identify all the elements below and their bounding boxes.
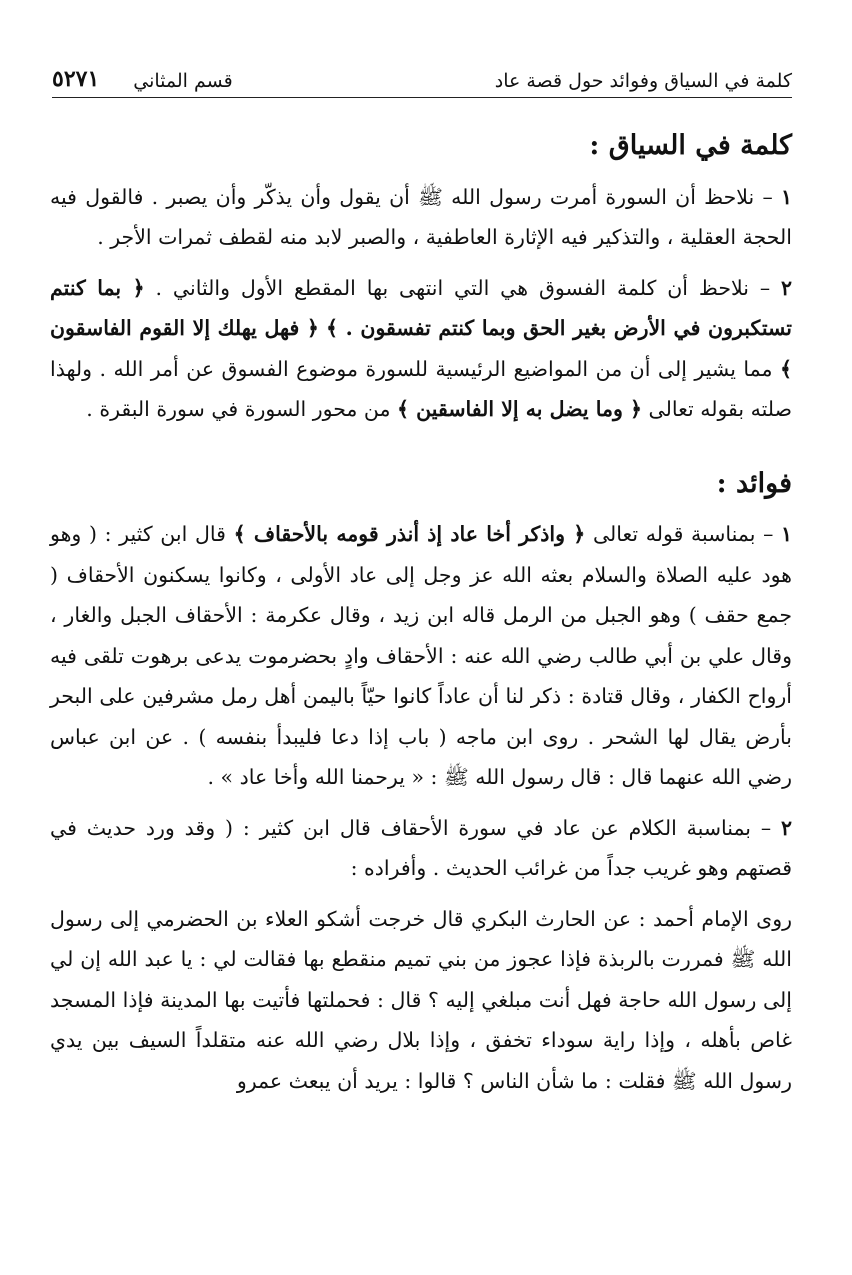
benefit-item-2	[50, 808, 792, 889]
section-name: قسم المثاني	[133, 70, 233, 92]
item-number: ١	[780, 184, 792, 209]
page-body	[50, 118, 792, 1111]
quran-quote: ﴿ وما يضل به إلا الفاسقين ﴾	[397, 397, 642, 421]
item-text: من محور السورة في سورة البقرة .	[86, 397, 398, 421]
page-number: ٥٢٧١	[52, 66, 100, 92]
quran-quote: ﴿ بما كنتم تستكبرون في الأرض بغير الحق وبما كنتم تفسقون . ﴾	[50, 275, 792, 340]
running-header	[52, 58, 792, 92]
section-title-context: كلمة في السياق :	[589, 130, 792, 161]
item-text: – نلاحظ أن كلمة الفسوق هي التي انتهى بها المقطع الأول والثاني .	[144, 275, 781, 300]
item-text: مما يشير إلى أن من المواضيع الرئيسية للسورة موضوع الفسوق عن أمر الله . ولهذا صلته بقوله تعالى	[50, 356, 792, 421]
item-text: – نلاحظ أن السورة أمرت رسول الله ﷺ أن يقول وأن يذكّر وأن يصبر . فالقول فيه الحجة العقلية ، والتذكير فيه الإثارة العاطفية ، والصبر لابد منه لقطف ثمرات الأجر .	[50, 184, 792, 249]
item-text: قال ابن كثير : ( وهو هود عليه الصلاة والسلام بعثه الله عز وجل إلى عاد الأولى ، وكانوا يسكنون الأحقاف ( جمع حقف ) وهو الجبل من الرمل قاله ابن زيد ، وقال عكرمة : الأحقاف الجبل والغار ، وقال علي بن أبي طالب رضي الله عنه : الأحقاف وادٍ بحضرموت يدعى برهوت تلقى فيه أرواح الكفار ، وقال قتادة : ذكر لنا أن عاداً كانوا حيّاً باليمن أهل رمل مشرفين على البحر بأرض يقال لها الشحر . روى ابن ماجه ( باب إذا دعا فليبدأ بنفسه ) . عن ابن عباس رضي الله عنهما قال : قال رسول الله ﷺ : « يرحمنا الله وأخا عاد » .	[50, 522, 792, 789]
context-item-2	[50, 268, 792, 430]
item-number: ١	[780, 522, 792, 546]
benefit-item-1	[50, 514, 792, 798]
item-number: ٢	[780, 815, 792, 840]
item-text: – بمناسبة الكلام عن عاد في سورة الأحقاف قال ابن كثير : ( وقد ورد حديث في قصتهم وهو غريب جداً من غرائب الحديث . وأفراده :	[50, 815, 792, 880]
header-meta	[52, 66, 233, 92]
context-item-1	[50, 177, 792, 258]
quran-quote: ﴿ فهل يهلك إلا القوم الفاسقون ﴾	[50, 316, 792, 381]
hadith-paragraph: روى الإمام أحمد : عن الحارث البكري قال خرجت أشكو العلاء بن الحضرمي إلى رسول الله ﷺ فمررت بالربذة فإذا عجوز من بني تميم منقطع بها فقالت لي : يا عبد الله إن لي إلى رسول الله حاجة فهل أنت مبلغي إليه ؟ قال : فحملتها فأتيت بها المدينة فإذا المسجد غاص بأهله ، وإذا راية سوداء تخفق ، وإذا بلال رضي الله عنه متقلداً السيف بين يدي رسول الله ﷺ فقلت : ما شأن الناس ؟ قالوا : يريد أن يبعث عمرو	[50, 906, 792, 1093]
section-title-benefits: فوائد :	[716, 467, 792, 499]
item-number: ٢	[780, 275, 792, 300]
header-divider	[52, 97, 792, 98]
item-text: – بمناسبة قوله تعالى	[585, 522, 781, 546]
running-title: كلمة في السياق وفوائد حول قصة عاد	[494, 70, 792, 92]
quran-quote: ﴿ واذكر أخا عاد إذ أنذر قومه بالأحقاف ﴾	[233, 522, 586, 546]
